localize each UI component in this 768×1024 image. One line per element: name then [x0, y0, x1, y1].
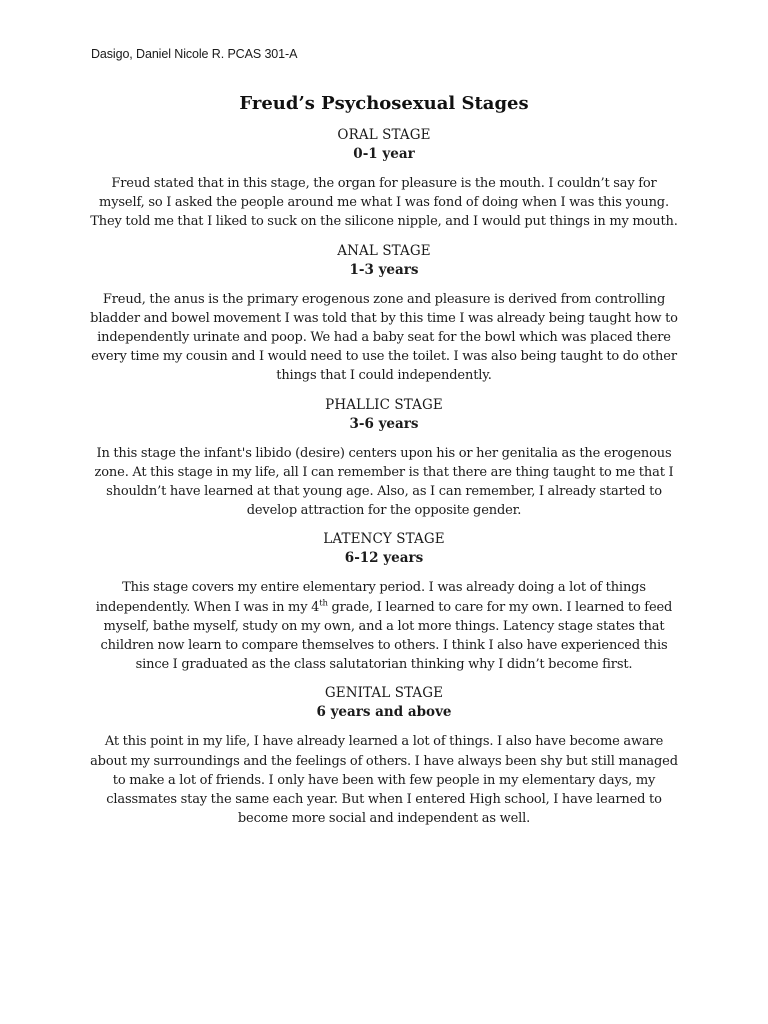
stage-heading: PHALLIC STAGE — [325, 396, 443, 413]
stage-age-range: 6-12 years — [344, 550, 424, 567]
stage-paragraph — [88, 578, 680, 674]
ordinal-superscript: th — [319, 598, 328, 609]
stage-heading: LATENCY STAGE — [323, 531, 445, 548]
stage-oral — [88, 126, 680, 232]
stage-anal — [88, 242, 680, 386]
stage-paragraph: At this point in my life, I have already learned a lot of things. I also have become aware about my surroundings and the feelings of others. I have always been shy but still managed to make a lot of friends. I only have been with few people in my elementary days, my classmates stay the same each year. But when I entered High school, I have learned to become more social and independent as well. — [90, 734, 678, 827]
document-body — [88, 92, 680, 838]
paragraph-text-part: grade, I learned to care for my own. I learned to feed myself, bathe myself, study on my own, and a lot more things. Latency stage states that children now learn to compare themselves to others. I think I also have experienced this since I graduated as the class salutatorian thinking why I didn’t become first. — [100, 599, 673, 673]
paragraph-text-part: This stage covers my entire elementary period. I was already doing a lot of things independently. When I was in my 4 — [95, 580, 646, 615]
stage-genital — [88, 684, 680, 828]
stage-heading: ORAL STAGE — [337, 127, 431, 143]
stage-age-range: 1-3 years — [349, 261, 419, 278]
stage-heading: ANAL STAGE — [337, 242, 431, 259]
stage-latency — [88, 530, 680, 674]
stage-age-range: 6 years and above — [316, 704, 452, 721]
author-line: Dasigo, Daniel Nicole R. PCAS 301-A — [91, 47, 298, 61]
stage-phallic — [88, 396, 680, 521]
document-title: Freud’s Psychosexual Stages — [239, 93, 529, 114]
stage-age-range: 3-6 years — [349, 415, 419, 432]
stage-paragraph: Freud stated that in this stage, the organ for pleasure is the mouth. I couldn’t say for myself, so I asked the people around me what I was fond of doing when I was this young. They told me that I liked to suck on the silicone nipple, and I would put things in my mouth. — [90, 176, 678, 230]
stage-age-range: 0-1 year — [353, 146, 415, 162]
stage-paragraph: In this stage the infant's libido (desire) centers upon his or her genitalia as the erogenous zone. At this stage in my life, all I can remember is that there are thing taught to me that I shouldn’t have learned at that young age. Also, as I can remember, I already started to develop attraction for the opposite gender. — [94, 445, 674, 519]
stage-paragraph: Freud, the anus is the primary erogenous zone and pleasure is derived from controlling bladder and bowel movement I was told that by this time I was already being taught how to independently urinate and poop. We had a baby seat for the bowl which was placed there every time my cousin and I would need to use the toilet. I was also being taught to do other things that I could independently. — [90, 291, 678, 384]
stage-heading: GENITAL STAGE — [324, 685, 444, 702]
